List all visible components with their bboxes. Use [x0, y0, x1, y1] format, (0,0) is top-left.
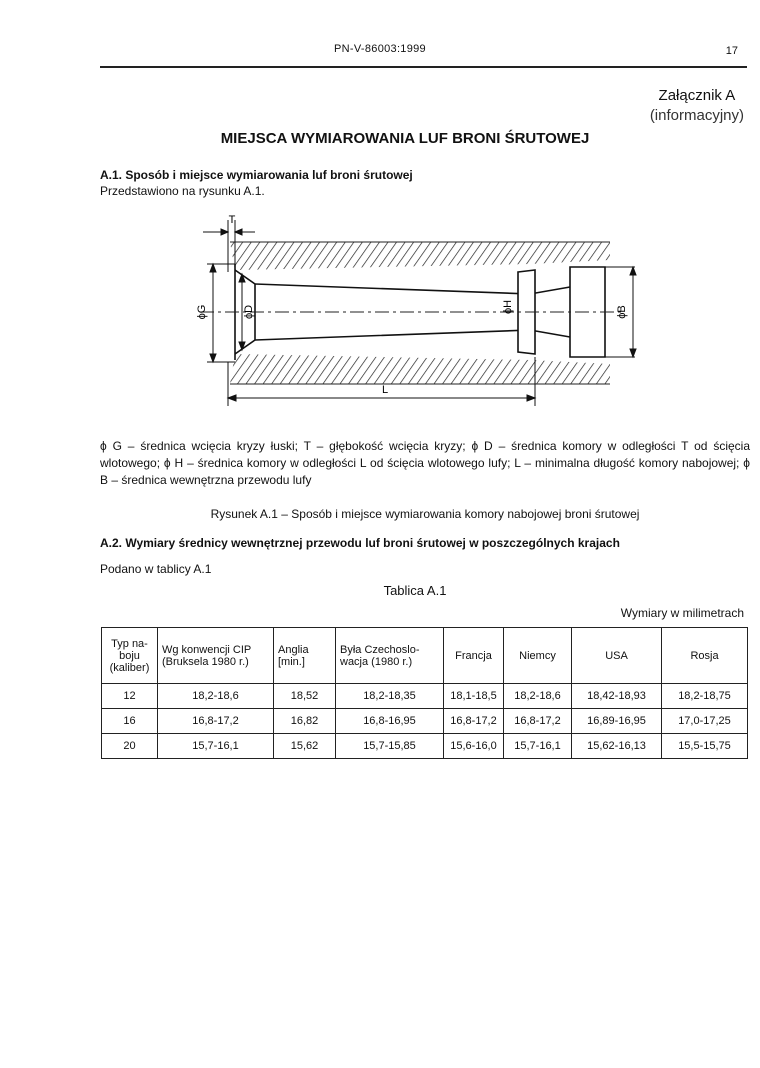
table-cell: 12 [102, 684, 158, 709]
table-row [102, 684, 748, 709]
section-a2-text: Podano w tablicy A.1 [100, 562, 212, 576]
table-cell: 18,2-18,75 [662, 684, 748, 709]
table-cell: 16,82 [274, 709, 336, 734]
table-cell: 18,2-18,6 [158, 684, 274, 709]
header-cell: Typ na- boju (kaliber) [102, 628, 158, 684]
table-cell: 15,7-16,1 [504, 734, 572, 759]
label-l: L [381, 384, 389, 396]
main-title: MIEJSCA WYMIAROWANIA LUF BRONI ŚRUTOWEJ [220, 130, 590, 147]
table-cell: 16,8-17,2 [158, 709, 274, 734]
table-unit-note: Wymiary w milimetrach [620, 606, 744, 620]
label-d: ϕD [243, 304, 255, 320]
label-t: T [228, 214, 236, 226]
table-row [102, 709, 748, 734]
dimension-g [207, 264, 235, 362]
table-cell: 16,8-17,2 [444, 709, 504, 734]
header-cell: Niemcy [504, 628, 572, 684]
table-cell: 16,8-17,2 [504, 709, 572, 734]
figure-legend: ϕ G – średnica wcięcia kryzy łuski; T – głębokość wcięcia kryzy; ϕ D – średnica komory w odległości T od ścięcia wlotowego; ϕ H – średnica komory w odległości L od ścięcia wlotowego lufy; L – minimalna długość komory nabojowej; ϕ B – średnica wewnętrzna przewodu lufy [100, 439, 750, 487]
figure-chamber-diagram [195, 212, 655, 412]
annex-title: Załącznik A [658, 87, 736, 104]
table-cell: 18,2-18,6 [504, 684, 572, 709]
section-a1-heading: A.1. Sposób i miejsce wymiarowania luf broni śrutowej [100, 168, 413, 182]
table-title: Tablica A.1 [383, 583, 447, 598]
table-cell: 15,62-16,13 [572, 734, 662, 759]
section-a1-text: Przedstawiono na rysunku A.1. [100, 184, 265, 198]
header-cell: Była Czechoslo- wacja (1980 r.) [336, 628, 444, 684]
header-cell: Rosja [662, 628, 748, 684]
header-standard: PN-V-86003:1999 [334, 43, 426, 55]
table-cell: 15,7-15,85 [336, 734, 444, 759]
table-cell: 18,1-18,5 [444, 684, 504, 709]
dimensions-table [101, 627, 748, 759]
table-cell: 18,2-18,35 [336, 684, 444, 709]
label-h: ϕH [502, 299, 514, 315]
barrel-wall-bottom [230, 354, 610, 384]
annex-block [650, 86, 744, 126]
page-number: 17 [725, 45, 738, 57]
table-cell: 15,7-16,1 [158, 734, 274, 759]
header-cell: USA [572, 628, 662, 684]
barrel-wall-top [230, 242, 610, 270]
annex-subtitle: (informacyjny) [649, 107, 744, 124]
section-a2-heading: A.2. Wymiary średnicy wewnętrznej przewodu luf broni śrutowej w poszczególnych krajach [100, 536, 620, 550]
table-header-row [102, 628, 748, 684]
header-cell: Anglia [min.] [274, 628, 336, 684]
table-cell: 16,8-16,95 [336, 709, 444, 734]
header-cell: Francja [444, 628, 504, 684]
table-cell: 20 [102, 734, 158, 759]
table-cell: 18,52 [274, 684, 336, 709]
table-cell: 15,5-15,75 [662, 734, 748, 759]
label-g: ϕG [196, 304, 208, 320]
header-cell: Wg konwencji CIP (Bruksela 1980 r.) [158, 628, 274, 684]
table-cell: 18,42-18,93 [572, 684, 662, 709]
table-row [102, 734, 748, 759]
table-cell: 16 [102, 709, 158, 734]
table-cell: 16,89-16,95 [572, 709, 662, 734]
table-cell: 15,62 [274, 734, 336, 759]
figure-caption: Rysunek A.1 – Sposób i miejsce wymiarowania komory nabojowej broni śrutowej [210, 507, 640, 521]
label-b: ϕB [616, 305, 628, 319]
table-cell: 15,6-16,0 [444, 734, 504, 759]
header-rule [100, 66, 747, 68]
table-cell: 17,0-17,25 [662, 709, 748, 734]
